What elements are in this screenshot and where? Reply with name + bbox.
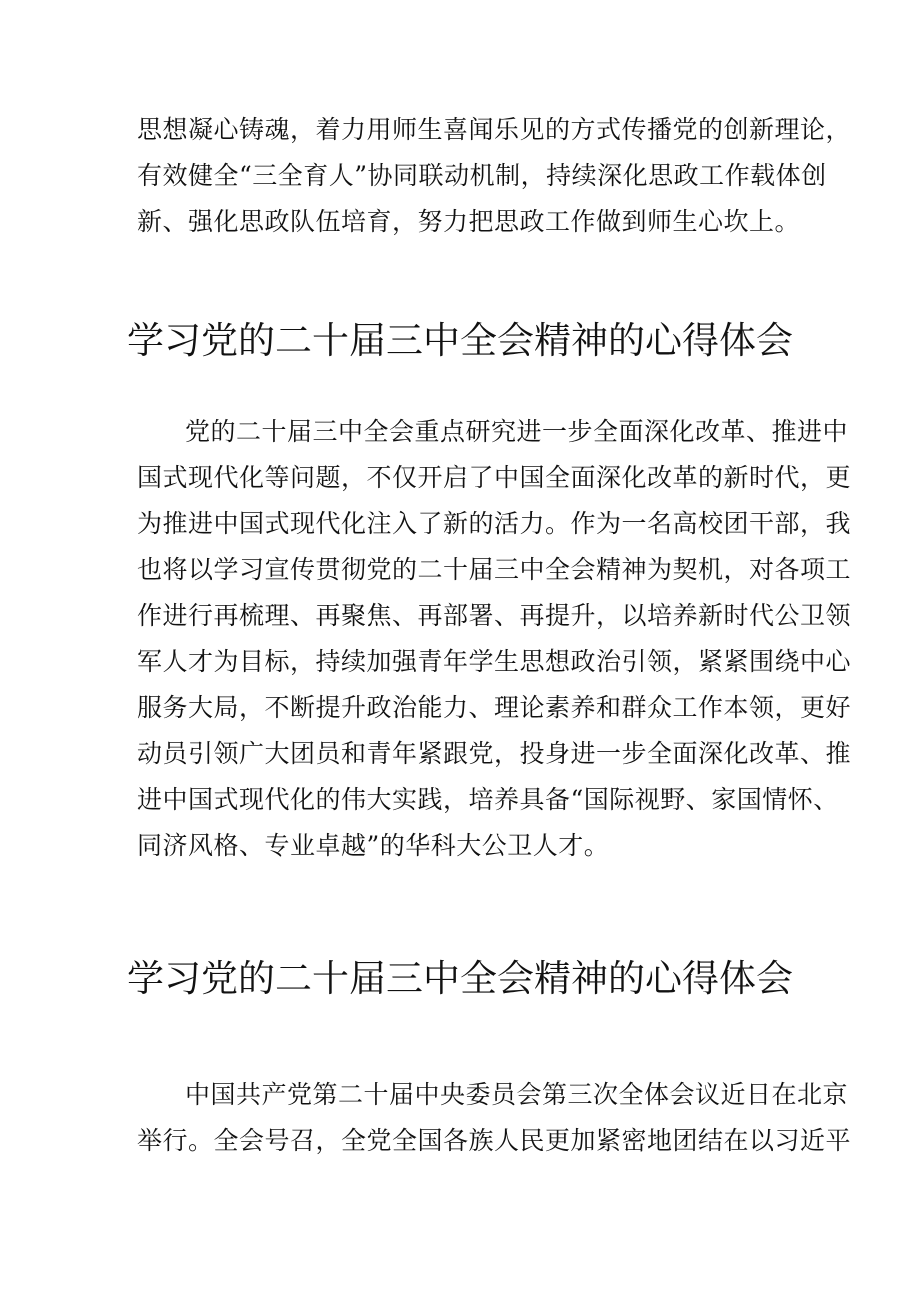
- paragraph-line: 党的二十届三中全会重点研究进一步全面深化改革、推进中: [185, 417, 849, 446]
- paragraph-line: 中国共产党第二十届中央委员会第三次全体会议近日在北京: [185, 1080, 849, 1109]
- paragraph-line: 也将以学习宣传贯彻党的二十届三中全会精神为契机，对各项工: [137, 555, 852, 584]
- paragraph-line: 进中国式现代化的伟大实践，培养具备“国际视野、家国情怀、: [137, 785, 839, 814]
- paragraph-line: 思想凝心铸魂，着力用师生喜闻乐见的方式传播党的创新理论，: [137, 115, 852, 144]
- paragraph-line: 为推进中国式现代化注入了新的活力。作为一名高校团干部，我: [137, 509, 852, 538]
- paragraph-line: 动员引领广大团员和青年紧跟党，投身进一步全面深化改革、推: [137, 739, 852, 768]
- paragraph-line: 作进行再梳理、再聚焦、再部署、再提升，以培养新时代公卫领: [137, 601, 852, 630]
- paragraph-line: 举行。全会号召，全党全国各族人民更加紧密地团结在以习近平: [137, 1126, 852, 1155]
- paragraph-line: 服务大局，不断提升政治能力、理论素养和群众工作本领，更好: [137, 693, 852, 722]
- paragraph-line: 同济风格、专业卓越”的华科大公卫人才。: [137, 831, 610, 860]
- paragraph-line: 新、强化思政队伍培育，努力把思政工作做到师生心坎上。: [137, 207, 801, 236]
- section-heading: 学习党的二十届三中全会精神的心得体会: [127, 957, 793, 1000]
- section-heading: 学习党的二十届三中全会精神的心得体会: [127, 319, 793, 362]
- paragraph-line: 国式现代化等问题，不仅开启了中国全面深化改革的新时代，更: [137, 463, 852, 492]
- paragraph-line: 军人才为目标，持续加强青年学生思想政治引领，紧紧围绕中心: [137, 647, 852, 676]
- paragraph-line: 有效健全“三全育人”协同联动机制，持续深化思政工作载体创: [137, 161, 827, 190]
